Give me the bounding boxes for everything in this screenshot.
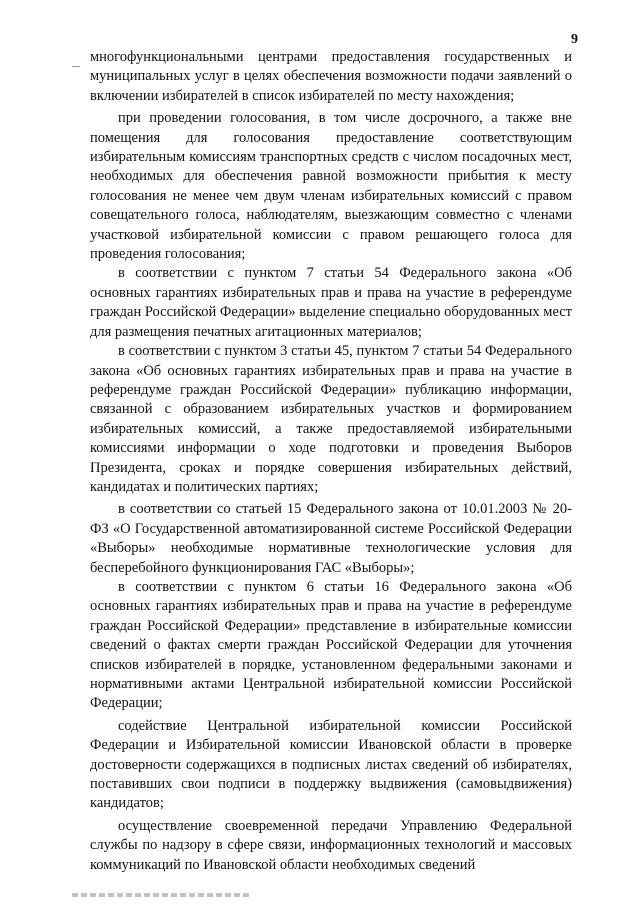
paragraph-information-publication: в соответствии с пунктом 3 статьи 45, пунктом 7 статьи 54 Федерального закона «Об основных гарантиях избирательных прав и права на участие в референдуме граждан Российской Федерации» публикацию информации, связанной с образованием избирательных участков и формированием избирательных комиссий, а также предоставляемой избирательными комиссиями информации о ходе подготовки и проведения Выборов Президента, сроках и порядке совершения избирательных действий, кандидатах и политических партиях;: [90, 343, 572, 495]
page-number: 9: [571, 32, 578, 47]
document-body: [90, 48, 572, 875]
scan-artifact: [72, 893, 252, 897]
paragraph-death-records: в соответствии с пунктом 6 статьи 16 Федерального закона «Об основных гарантиях избирательных прав и права на участие в референдуме граждан Российской Федерации» представление в избирательные комиссии сведений о фактах смерти граждан Российской Федерации для уточнения списков избирателей в порядке, установленном федеральными законами и нормативными актами Центральной избирательной комиссии Российской Федерации;: [90, 578, 572, 712]
paragraph-campaign-materials: в соответствии с пунктом 7 статьи 54 Федерального закона «Об основных гарантиях избирательных прав и права на участие в референдуме граждан Российской Федерации» выделение специально оборудованных мест для размещения печатных агитационных материалов;: [90, 265, 573, 340]
paragraph-continuation: многофункциональными центрами предоставления государственных и муниципальных услуг в целях обеспечения возможности подачи заявлений о включении избирателей в список избирателей по месту нахождения;: [90, 49, 572, 104]
margin-mark: [72, 66, 80, 67]
paragraph-transport: при проведении голосования, в том числе досрочного, а также вне помещения для голосования предоставление соответствующим избирательным комиссиям транспортных средств с числом посадочных мест, необходимых для обеспечения равной возможности прибытия к месту голосования не менее чем двум членам избирательных комиссий с правом совещательного голоса, наблюдателям, выезжающим совместно с членами участковой избирательной комиссии с правом решающего голоса для проведения голосования;: [90, 110, 572, 263]
paragraph-roskomnadzor: осуществление своевременной передачи Управлению Федеральной службы по надзору в сфере связи, информационных технологий и массовых коммуникаций по Ивановской области необходимых сведений: [90, 817, 572, 873]
paragraph-gas-vybory: в соответствии со статьей 15 Федерального закона от 10.01.2003 № 20-ФЗ «О Государственной автоматизированной системе Российской Федерации «Выборы» необходимые нормативные технологические условия для бесперебойного функционирования ГАС «Выборы»;: [90, 501, 572, 576]
paragraph-signature-verification: содействие Центральной избирательной комиссии Российской Федерации и Избирательной комиссии Ивановской области в проверке достоверности содержащихся в подписных листах сведений об избирателях, поставивших свои подписи в поддержку выдвижения (самовыдвижения) кандидатов;: [90, 717, 572, 812]
